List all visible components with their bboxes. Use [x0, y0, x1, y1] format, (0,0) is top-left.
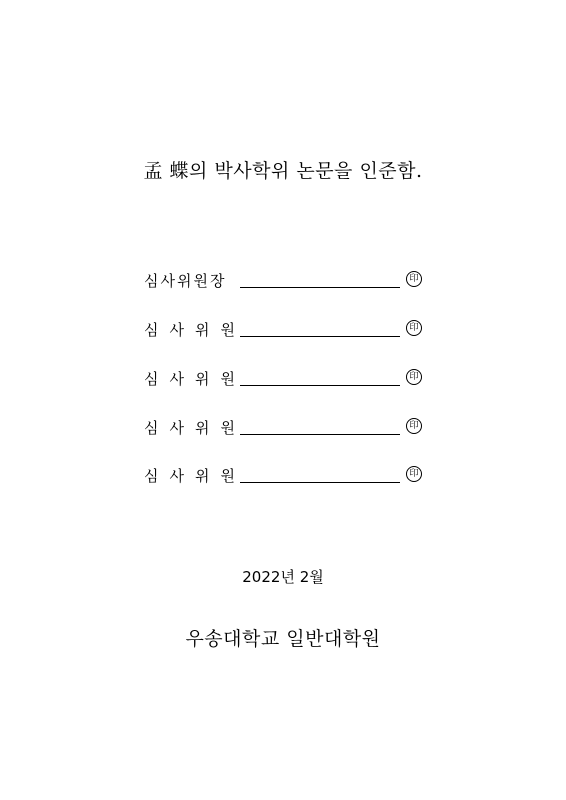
signature-label: 심사위원	[144, 321, 246, 339]
seal-icon: 印	[406, 320, 422, 336]
signature-line	[240, 287, 400, 288]
signature-label: 심사위원	[144, 419, 246, 437]
signature-line	[240, 482, 400, 483]
signature-line	[240, 336, 400, 337]
approval-date: 2022년 2월	[242, 568, 324, 586]
seal-icon: 印	[406, 271, 422, 287]
signature-label: 심사위원	[144, 467, 246, 485]
seal-icon: 印	[406, 466, 422, 482]
signature-label: 심사위원	[144, 370, 246, 388]
approval-title: 孟 蝶의 박사학위 논문을 인준함.	[143, 160, 423, 182]
seal-icon: 印	[406, 369, 422, 385]
signature-line	[240, 385, 400, 386]
seal-icon: 印	[406, 418, 422, 434]
graduate-school-name: 우송대학교 일반대학원	[185, 628, 381, 650]
signature-label: 심사위원장	[144, 272, 227, 290]
signature-line	[240, 434, 400, 435]
